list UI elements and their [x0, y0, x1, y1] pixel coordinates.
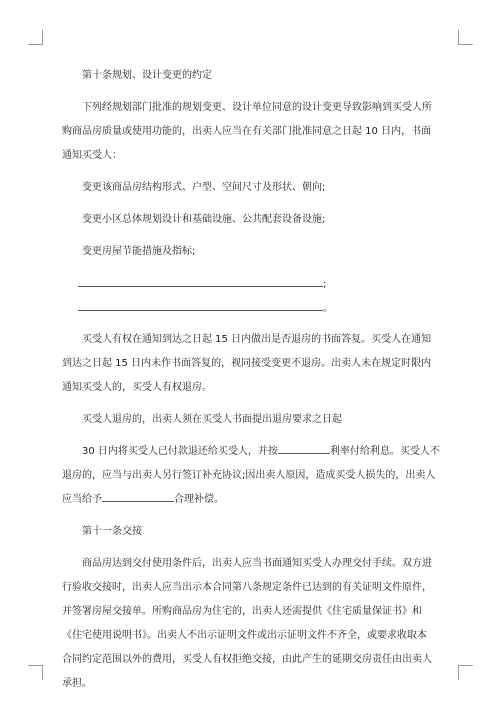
blank-underline	[78, 272, 323, 287]
change-item-energy: 变更房屋节能措施及指标;	[82, 246, 196, 257]
article-10-paragraph-1: 下列经规划部门批准的规划变更、设计单位同意的设计变更导致影响到买受人所 购商品房质量或使用功能的，出卖人应当在有关部门批准同意之日起 10 日内，书面 通知买受人：	[62, 102, 432, 161]
document-body	[62, 64, 442, 696]
article-10-paragraph-4: 30 日内将买受人已付款退还给买受人，并按 利率付给利息。买受人不 退房的，应当与出卖人另行签订补充协议;因出卖人原因，造成买受人损失的，出卖人 应当给予 合理补偿。	[62, 440, 442, 512]
crop-mark-top-left	[28, 30, 43, 45]
crop-mark-bottom-right	[458, 665, 473, 680]
article-11-title: 第十一条交接	[82, 526, 142, 537]
crop-mark-bottom-left	[28, 665, 43, 680]
article-10-paragraph-2: 买受人有权在通知到达之日起 15 日内做出是否退房的书面答复。买受人在通知 到达之日起 15 日内未作书面答复的，视同接受变更不退房。出卖人未在规定时限内 通知买受人的，买受人有权退房。	[62, 334, 432, 393]
change-item-planning: 变更小区总体规划设计和基础设施、公共配套设备设施;	[82, 214, 326, 225]
article-10-paragraph-3: 买受人退房的，出卖人须在买受人书面提出退房要求之日起	[82, 414, 342, 425]
change-item-structure: 变更该商品房结构形式、户型、空间尺寸及形状、朝向;	[82, 182, 326, 193]
article-10-title: 第十条规划、设计变更的约定	[82, 70, 212, 81]
blank-underline	[78, 296, 323, 311]
article-11-paragraph: 商品房达到交付使用条件后，出卖人应当书面通知买受人办理交付手续。双方进 行验收交接时，出卖人应当出示本合同第八条规定条件已达到的有关证明文件原件， 并签署房屋交接单。所购商品房为住宅的，出卖人还需提供《住宅质量保证书》和 《住宅使用说明书》。出卖人不出示证明文件或出示证明文件不齐全，或要求收取本 合同约定范围以外的费用，买受人有权拒绝交接，由此产生的延期交房责任由出卖人 承担。	[62, 558, 432, 689]
crop-mark-top-right	[458, 30, 473, 45]
fill-in-line-2: 。	[62, 296, 442, 320]
interest-rate-blank	[278, 443, 330, 454]
compensation-blank	[102, 491, 174, 502]
fill-in-line-1: ;	[62, 272, 442, 296]
